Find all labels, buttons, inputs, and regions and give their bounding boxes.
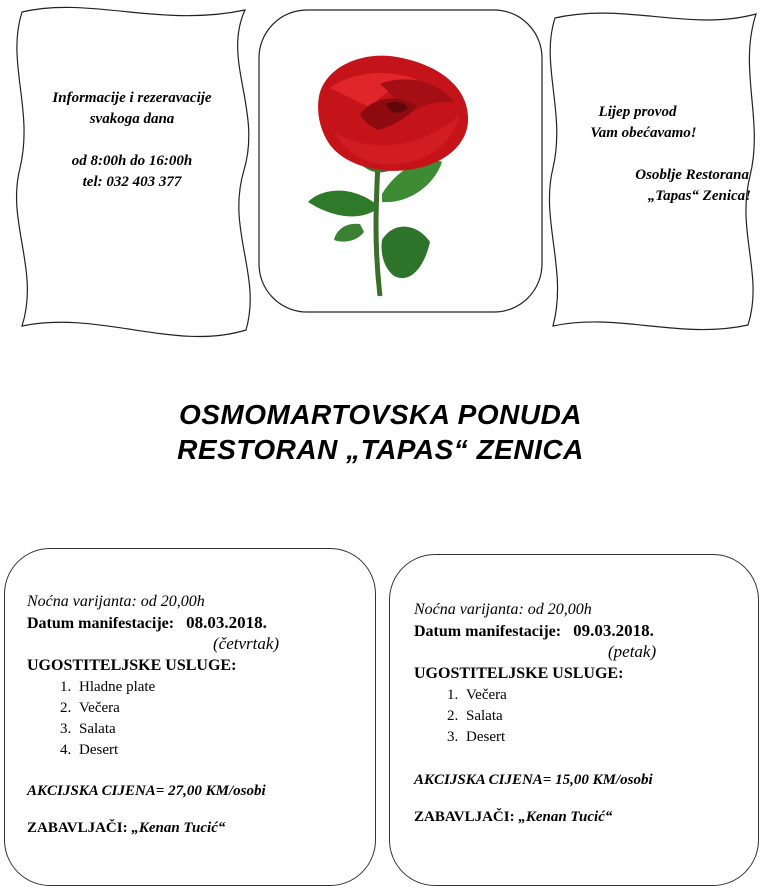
date-label: Datum manifestacije:	[414, 623, 562, 640]
phone-line: tel: 032 403 377	[82, 174, 182, 190]
greeting-line: Lijep provod	[598, 104, 677, 120]
variant-text: Noćna varijanta: od 20,00h	[27, 593, 205, 610]
page-subtitle: RESTORAN „TAPAS“ ZENICA	[177, 434, 584, 465]
entertainers-label: ZABAVLJAČI:	[414, 809, 515, 825]
services-label: UGOSTITELJSKE USLUGE:	[27, 657, 237, 674]
list-item: 3. Salata	[75, 719, 357, 740]
date-value: 09.03.2018.	[573, 621, 654, 640]
rose-image	[290, 44, 510, 304]
price-text: AKCIJSKA CIJENA= 27,00 KM/osobi	[27, 783, 266, 799]
weekday: (petak)	[608, 642, 657, 661]
greeting-line: Vam obećavamo!	[590, 125, 697, 141]
hours-line: od 8:00h do 16:00h	[71, 153, 193, 169]
left-banner-text	[22, 88, 242, 193]
rose-leaf	[308, 191, 376, 217]
info-line: Informacije i rezeravacije	[52, 90, 212, 106]
page-title: OSMOMARTOVSKA PONUDA	[178, 399, 583, 430]
info-line: svakoga dana	[89, 111, 175, 127]
variant-text: Noćna varijanta: od 20,00h	[414, 601, 592, 618]
entertainers-name: „Kenan Tucić“	[518, 809, 613, 825]
offer-card-friday	[389, 554, 759, 886]
list-item: 1. Hladne plate	[75, 677, 357, 698]
right-banner-text	[560, 102, 755, 207]
services-list	[414, 685, 744, 748]
list-item: 3. Desert	[462, 727, 744, 748]
price-text: AKCIJSKA CIJENA= 15,00 KM/osobi	[414, 772, 653, 788]
services-list	[27, 677, 357, 761]
offer-card-thursday	[4, 548, 376, 886]
staff-line: Osoblje Restorana	[635, 167, 749, 183]
rose-leaf	[382, 227, 431, 278]
list-item: 2. Večera	[75, 698, 357, 719]
list-item: 1. Večera	[462, 685, 744, 706]
rose-stem	[376, 162, 380, 296]
staff-line: „Tapas“ Zenica!	[647, 188, 751, 204]
rose-leaf	[334, 224, 364, 242]
date-value: 08.03.2018.	[186, 613, 267, 632]
weekday: (četvrtak)	[213, 634, 280, 653]
list-item: 2. Salata	[462, 706, 744, 727]
date-label: Datum manifestacije:	[27, 615, 175, 632]
services-label: UGOSTITELJSKE USLUGE:	[414, 665, 624, 682]
entertainers-name: „Kenan Tucić“	[131, 820, 226, 836]
list-item: 4. Desert	[75, 740, 357, 761]
entertainers-label: ZABAVLJAČI:	[27, 820, 128, 836]
